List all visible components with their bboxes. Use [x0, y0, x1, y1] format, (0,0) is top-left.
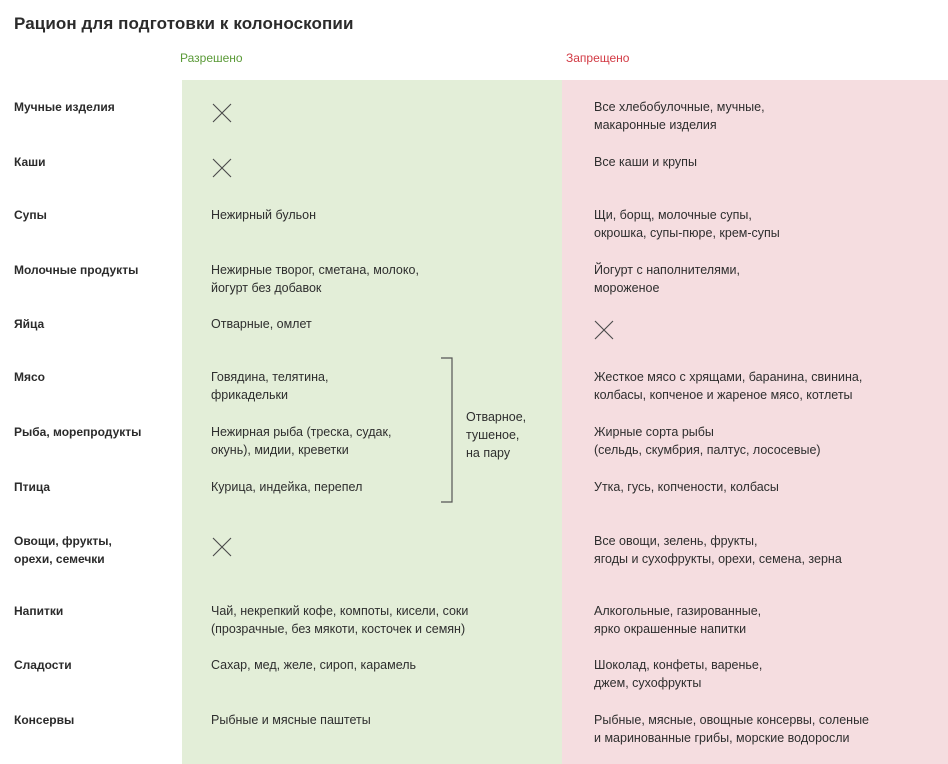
forbidden-cell-line: ягоды и сухофрукты, орехи, семена, зерна — [594, 552, 842, 566]
forbidden-cell-line: Утка, гусь, копчености, колбасы — [594, 480, 779, 494]
allowed-cell-line: Говядина, телятина, — [211, 370, 329, 384]
allowed-cell-line: йогурт без добавок — [211, 281, 322, 295]
row-category — [14, 153, 46, 171]
row-category-line: орехи, семечки — [14, 552, 105, 566]
forbidden-column-header: Запрещено — [566, 51, 630, 65]
forbidden-cell-line: и маринованные грибы, морские водоросли — [594, 731, 850, 745]
row-category — [14, 423, 141, 441]
row-category — [14, 656, 72, 674]
forbidden-cell-line: Рыбные, мясные, овощные консервы, соленые — [594, 713, 870, 727]
forbidden-cell — [594, 423, 821, 459]
row-category — [14, 98, 115, 116]
forbidden-cell-line: окрошка, супы-пюре, крем-супы — [594, 226, 780, 240]
forbidden-cell-line: ярко окрашенные напитки — [594, 622, 747, 636]
forbidden-cell-line: Все хлебобулочные, мучные, — [594, 100, 765, 114]
forbidden-cell-line: мороженое — [594, 281, 660, 295]
row-category — [14, 368, 45, 386]
allowed-cell — [211, 478, 362, 496]
bracket-note — [466, 408, 526, 462]
row-category — [14, 532, 112, 568]
bracket-note-line: тушеное, — [466, 428, 520, 442]
row-category — [14, 711, 74, 729]
forbidden-cell — [594, 368, 862, 404]
forbidden-cell-line: Щи, борщ, молочные супы, — [594, 208, 752, 222]
allowed-cell — [211, 206, 316, 224]
row-category-line: Овощи, фрукты, — [14, 534, 112, 548]
forbidden-cell-line: колбасы, копченое и жареное мясо, котлеты — [594, 388, 853, 402]
row-category-line: Молочные продукты — [14, 263, 139, 277]
allowed-cell-line: Чай, некрепкий кофе, компоты, кисели, соки — [211, 604, 469, 618]
forbidden-cell-line: джем, сухофрукты — [594, 676, 702, 690]
allowed-cell-line: Курица, индейка, перепел — [211, 480, 363, 494]
allowed-cell-line: Нежирная рыба (треска, судак, — [211, 425, 392, 439]
allowed-cell-line: окунь), мидии, креветки — [211, 443, 349, 457]
forbidden-cell — [594, 478, 779, 496]
row-category — [14, 602, 63, 620]
row-category-line: Рыба, морепродукты — [14, 425, 142, 439]
allowed-cell — [211, 315, 312, 333]
row-category-line: Мясо — [14, 370, 46, 384]
forbidden-cell-line: Жирные сорта рыбы — [594, 425, 714, 439]
x-mark-icon — [211, 536, 233, 558]
forbidden-cell — [594, 206, 780, 242]
allowed-cell — [211, 711, 371, 729]
row-category-line: Напитки — [14, 604, 64, 618]
allowed-cell-line: (прозрачные, без мякоти, косточек и семян) — [211, 622, 466, 636]
row-category-line: Сладости — [14, 658, 72, 672]
allowed-cell-line: фрикадельки — [211, 388, 289, 402]
row-category-line: Мучные изделия — [14, 100, 115, 114]
forbidden-cell-line: Жесткое мясо с хрящами, баранина, свинина, — [594, 370, 863, 384]
forbidden-cell — [594, 153, 697, 171]
row-category-line: Супы — [14, 208, 47, 222]
allowed-cell — [211, 423, 391, 459]
row-category — [14, 206, 47, 224]
allowed-cell-line: Отварные, омлет — [211, 317, 312, 331]
allowed-cell — [211, 656, 416, 674]
forbidden-cell-line: Все овощи, зелень, фрукты, — [594, 534, 758, 548]
allowed-cell-line: Сахар, мед, желе, сироп, карамель — [211, 658, 417, 672]
forbidden-cell — [594, 656, 762, 692]
forbidden-cell — [594, 602, 761, 638]
row-category-line: Каши — [14, 155, 46, 169]
allowed-cell — [211, 602, 468, 638]
row-category — [14, 478, 50, 496]
bracket-icon — [440, 357, 454, 503]
forbidden-cell — [594, 261, 740, 297]
x-mark-icon — [593, 319, 615, 341]
forbidden-cell — [594, 711, 869, 747]
forbidden-cell-line: макаронные изделия — [594, 118, 717, 132]
forbidden-cell-line: Йогурт с наполнителями, — [594, 263, 740, 277]
forbidden-cell — [594, 98, 765, 134]
forbidden-cell-line: Алкогольные, газированные, — [594, 604, 762, 618]
allowed-cell-line: Нежирные творог, сметана, молоко, — [211, 263, 419, 277]
row-category-line: Яйца — [14, 317, 45, 331]
row-category-line: Птица — [14, 480, 51, 494]
x-mark-icon — [211, 102, 233, 124]
x-mark-icon — [211, 157, 233, 179]
forbidden-cell-line: (сельдь, скумбрия, палтус, лососевые) — [594, 443, 821, 457]
allowed-column-header: Разрешено — [180, 51, 243, 65]
page-title: Рацион для подготовки к колоноскопии — [14, 14, 354, 33]
allowed-cell — [211, 261, 419, 297]
row-category-line: Консервы — [14, 713, 75, 727]
allowed-cell — [211, 368, 328, 404]
allowed-cell-line: Рыбные и мясные паштеты — [211, 713, 371, 727]
row-category — [14, 261, 138, 279]
bracket-note-line: Отварное, — [466, 410, 527, 424]
forbidden-cell-line: Шоколад, конфеты, варенье, — [594, 658, 763, 672]
row-category — [14, 315, 44, 333]
forbidden-cell — [594, 532, 842, 568]
allowed-cell-line: Нежирный бульон — [211, 208, 316, 222]
bracket-note-line: на пару — [466, 446, 511, 460]
forbidden-cell-line: Все каши и крупы — [594, 155, 697, 169]
